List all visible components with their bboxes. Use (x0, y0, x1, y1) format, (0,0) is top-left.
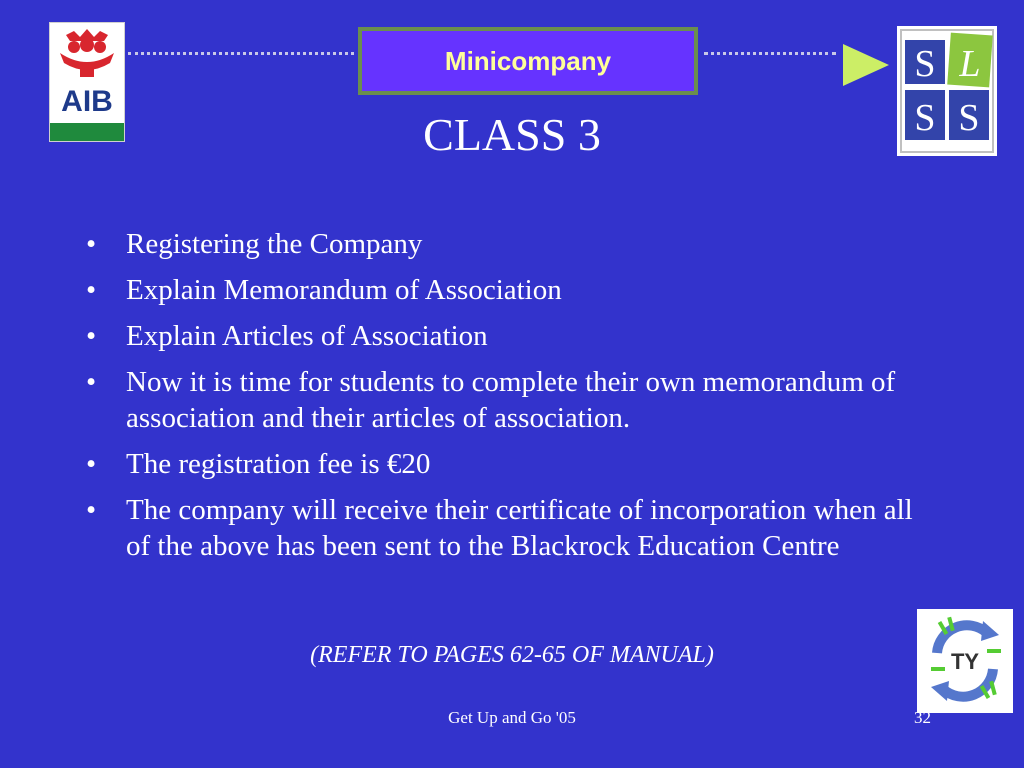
list-item (86, 492, 936, 564)
list-item (86, 318, 936, 354)
slss-letter-s3: S (958, 97, 980, 139)
banner-label: Minicompany (444, 45, 612, 76)
bullet-icon: • (86, 494, 97, 526)
bullet-list (86, 226, 936, 574)
manual-reference-note: (REFER TO PAGES 62-65 OF MANUAL) (310, 642, 714, 668)
footer-text: Get Up and Go '05 (448, 708, 576, 727)
list-item (86, 446, 936, 482)
slss-letter-s1: S (914, 43, 936, 85)
list-item-text: The company will receive their certificate of incorporation when all of the above has been sent to the Blackrock Education Centre (126, 494, 913, 562)
list-item (86, 272, 936, 308)
list-item-text: Explain Memorandum of Association (126, 274, 562, 306)
list-item-text: The registration fee is €20 (126, 448, 431, 480)
list-item (86, 226, 936, 262)
minicompany-banner (358, 27, 698, 95)
bullet-icon: • (86, 228, 97, 260)
ty-logo (917, 609, 1013, 713)
ty-logo-text: TY (950, 649, 980, 674)
slss-letter-l: L (959, 43, 981, 85)
aib-ark-emblem-icon (60, 29, 114, 77)
dotted-line-left (128, 52, 354, 59)
list-item (86, 364, 936, 436)
bullet-icon: • (86, 448, 97, 480)
slss-letter-s2: S (914, 97, 936, 139)
dotted-line-right (704, 52, 836, 59)
list-item-text: Now it is time for students to complete their own memorandum of association and their articles of association. (126, 366, 896, 434)
bullet-icon: • (86, 274, 97, 306)
slide-number: 32 (914, 708, 931, 727)
list-item-text: Registering the Company (126, 228, 423, 260)
bullet-icon: • (86, 366, 97, 398)
list-item-text: Explain Articles of Association (126, 320, 488, 352)
bullet-icon: • (86, 320, 97, 352)
right-arrow-icon (843, 44, 889, 86)
aib-logo-text: AIB (61, 85, 113, 118)
slide-title: CLASS 3 (423, 109, 601, 160)
